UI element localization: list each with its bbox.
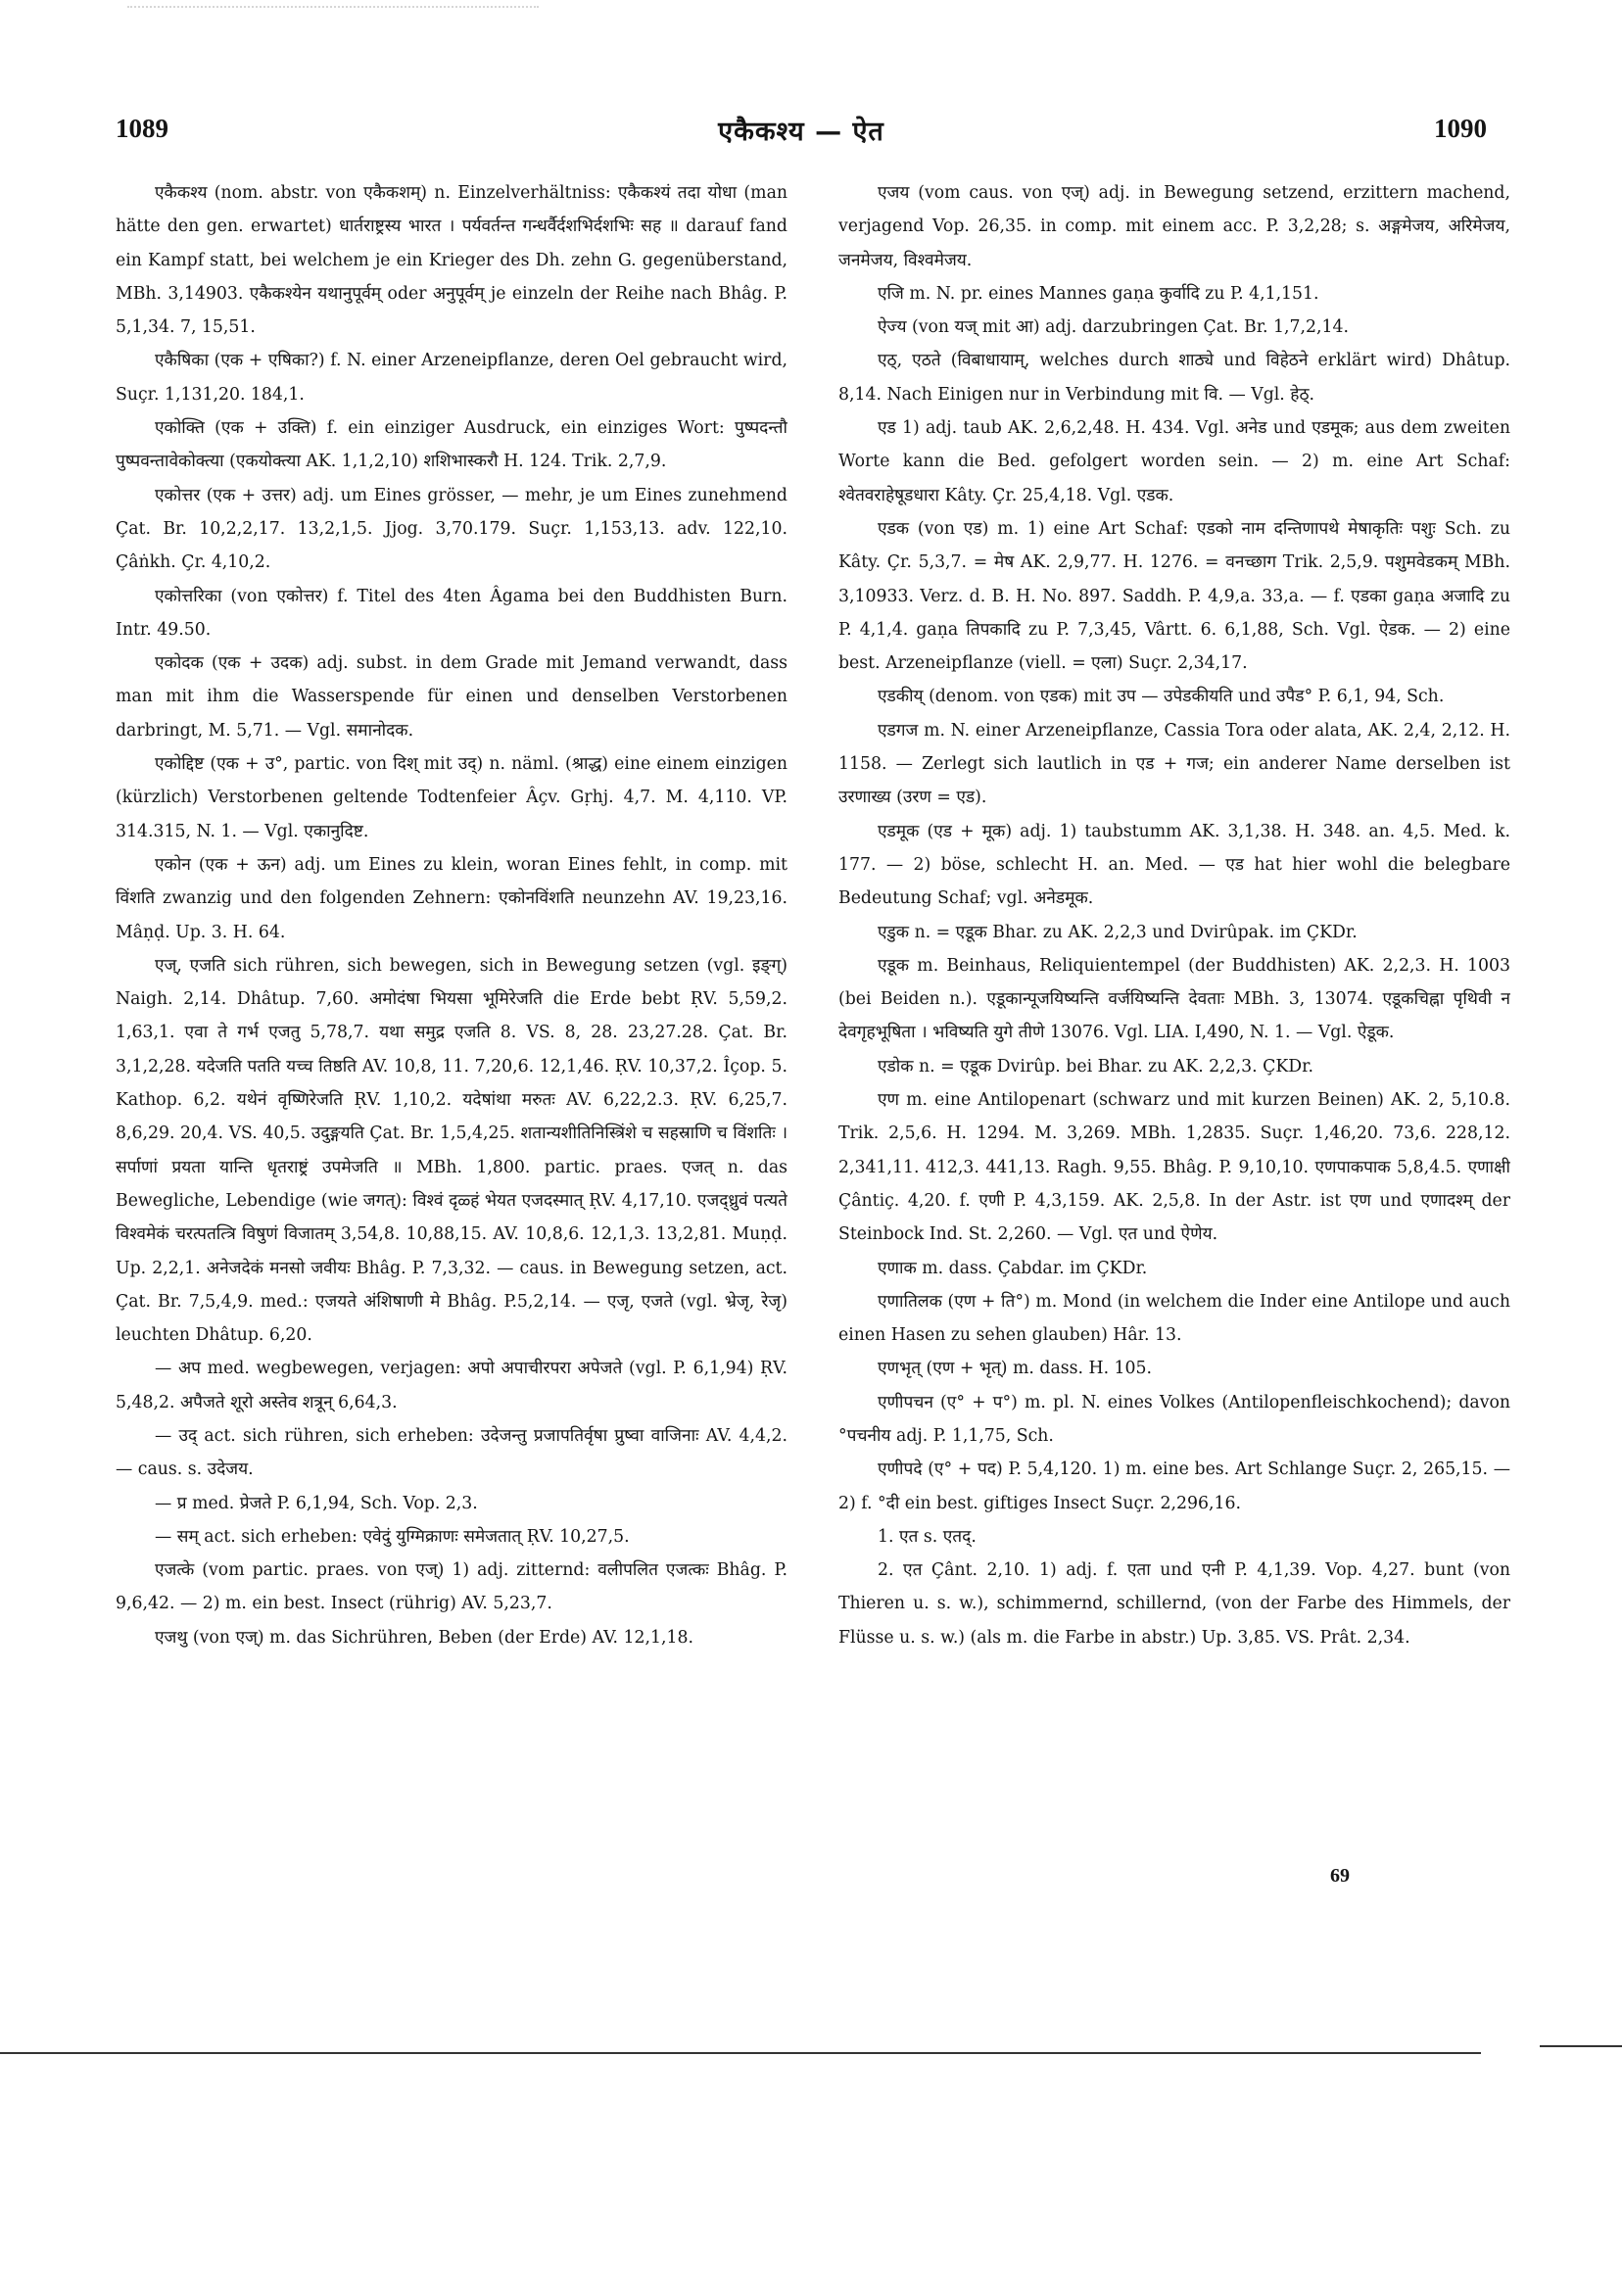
dictionary-entry: एकोन (एक + ऊन) adj. um Eines zu klein, woran Eines fehlt, in comp. mit विंशति zwanzig und den folgenden Zehnern: एकोनविंशति neunzehn AV. 19,23,16. Mâṇḍ. Up. 3. H. 64.	[116, 854, 787, 942]
page-number-right: 1090	[1434, 114, 1487, 143]
dictionary-entry: एकैकश्य (nom. abstr. von एकैकशम्) n. Einzelverhältniss: एकैकश्यं तदा योधा (man hätte den gen. erwartet) धार्तराष्ट्रस्य भारत । पर्यवर्तन्त गन्धर्वैर्दशभिर्दशभिः सह ॥ darauf fand ein Kampf statt, bei welchem je ein Krieger des Dh. zehn G. gegenüberstand, MBh. 3,14903. एकैकश्येन यथानुपूर्वम् oder अनुपूर्वम् je einzeln der Reihe nach Bhâg. P. 5,1,34. 7, 15,51.	[116, 183, 787, 338]
bottom-rule-fragment	[1540, 2045, 1622, 2047]
scan-artifact	[127, 6, 539, 14]
dictionary-entry: एजय (vom caus. von एज्) adj. in Bewegung setzend, erzittern machend, verjagend Vop. 26,35. in comp. mit einem acc. P. 3,2,28; s. अङ्गमेजय, अरिमेजय, जनमेजय, विश्वमेजय.	[838, 183, 1510, 270]
dictionary-entry: एकैषिका (एक + एषिका?) f. N. einer Arzeneipflanze, deren Oel gebraucht wird, Suçr. 1,131,20. 184,1.	[116, 351, 787, 405]
dictionary-entry: एडुक n. = एडूक Bhar. zu AK. 2,2,3 und Dvirûpak. im ÇKDr.	[878, 922, 1358, 942]
dictionary-entry: एजत्के (vom partic. praes. von एज्) 1) adj. zitternd: वलीपलित एजत्कः Bhâg. P. 9,6,42. — 2) m. ein best. Insect (rührig) AV. 5,23,7.	[116, 1560, 787, 1614]
dictionary-entry: — प्र med. प्रेजते P. 6,1,94, Sch. Vop. 2,3.	[155, 1493, 478, 1513]
dictionary-entry: एणीपचन (ए° + प°) m. pl. N. eines Volkes (Antilopenfleischkochend); davon °पचनीय adj. P. 1,1,75, Sch.	[838, 1392, 1510, 1446]
dictionary-entry: एणाक m. dass. Çabdar. im ÇKDr.	[878, 1258, 1148, 1278]
dictionary-entry: एणातिलक (एण + ति°) m. Mond (in welchem die Inder eine Antilope und auch einen Hasen zu sehen glauben) Hâr. 13.	[838, 1291, 1510, 1346]
dictionary-entry: एडगज m. N. einer Arzeneipflanze, Cassia Tora oder alata, AK. 2,4, 2,12. H. 1158. — Zerlegt sich lautlich in एड + गज; ein anderer Name derselben ist उरणाख्य (उरण = एड).	[838, 720, 1510, 808]
dictionary-entry: एज्, एजति sich rühren, sich bewegen, sich in Bewegung setzen (vgl. इङ्ग्) Naigh. 2,14. Dhâtup. 7,60. अमोदंषा भियसा भूमिरेजति die Erde bebt ṚV. 5,59,2. 1,63,1. एवा ते गर्भ एजतु 5,78,7. यथा समुद्र एजति 8. VS. 8, 28. 23,27.28. Çat. Br. 3,1,2,28. यदेजति पतति यच्च तिष्ठति AV. 10,8, 11. 7,20,6. 12,1,46. ṚV. 10,37,2. Îçop. 5. Kathop. 6,2. यथेनं वृष्णिरेजति ṚV. 1,10,2. यदेषांथा मरुतः AV. 6,22,2.3. ṚV. 6,25,7. 8,6,29. 20,4. VS. 40,5. उदुङ्गयति Çat. Br. 1,5,4,25. शतान्यशीतिनिस्त्रिंशे च सहस्राणि च विंशतिः । सर्पाणां प्रयता यान्ति धृतराष्ट्रं उपमेजति ॥ MBh. 1,800. partic. praes. एजत् n. das Bewegliche, Lebendige (wie जगत्): विश्वं दृळ्हं भेयत एजदस्मात् ṚV. 4,17,10. एजद्ध्रुवं पत्यते विश्वमेकं चरत्पतत्त्रि विषुणं विजातम् 3,54,8. 10,88,15. AV. 10,8,6. 12,1,3. 13,2,81. Muṇḍ. Up. 2,2,1. अनेजदेकं मनसो जवीयः Bhâg. P. 7,3,32. — caus. in Bewegung setzen, act. Çat. Br. 7,5,4,9. med.: एजयते अंशिषाणी मे Bhâg. P.5,2,14. — एजृ, एजते (vgl. भ्रेजृ, रेजृ) leuchten Dhâtup. 6,20.	[116, 955, 787, 1346]
signature-number: 69	[1330, 1865, 1350, 1887]
dictionary-entry: एडकीय् (denom. von एडक) mit उप — उपेडकीयति und उपैड° P. 6,1, 94, Sch.	[878, 687, 1445, 707]
dictionary-entry: एकोक्ति (एक + उक्ति) f. ein einziger Ausdruck, ein einziges Wort: पुष्पदन्तौ पुष्पवन्तावेकोक्त्या (एकयोक्त्या AK. 1,1,2,10) शशिभास्करौ H. 124. Trik. 2,7,9.	[116, 418, 787, 472]
dictionary-entry: एडमूक (एड + मूक) adj. 1) taubstumm AK. 3,1,38. H. 348. an. 4,5. Med. k. 177. — 2) böse, schlecht H. an. Med. — एड hat hier wohl die belegbare Bedeutung Schaf; vgl. अनेडमूक.	[838, 821, 1510, 909]
dictionary-entry: एडोक n. = एडूक Dvirûp. bei Bhar. zu AK. 2,2,3. ÇKDr.	[878, 1056, 1313, 1076]
dictionary-entry: एजथु (von एज्) m. das Sichrühren, Beben (der Erde) AV. 12,1,18.	[155, 1627, 694, 1648]
bottom-rule	[0, 2052, 1481, 2054]
left-column	[116, 176, 787, 1861]
dictionary-entry: एकोद्दिष्ट (एक + उ°, partic. von दिश् mit उद्) n. näml. (श्राद्ध) eine einem einzigen (kürzlich) Verstorbenen geltende Todtenfeier Âçv. Gṛhj. 4,7. M. 4,110. VP. 314.315, N. 1. — Vgl. एकानुदिष्ट.	[116, 754, 787, 841]
dictionary-entry: एडक (von एड) m. 1) eine Art Schaf: एडको नाम दन्तिणापथे मेषाकृतिः पशुः Sch. zu Kâty. Çr. 5,3,7. = मेष AK. 2,9,77. H. 1276. = वनच्छाग Trik. 2,5,9. पशुमवेडकम् MBh. 3,10933. Verz. d. B. H. No. 897. Saddh. P. 4,9,a. 33,a. — f. एडका gaṇa अजादि zu P. 4,1,4. gaṇa तिपकादि zu P. 7,3,45, Vârtt. 6. 6,1,88, Sch. Vgl. ऐडक. — 2) eine best. Arzeneipflanze (viell. = एला) Suçr. 2,34,17.	[838, 518, 1510, 674]
dictionary-entry: 2. एत Çânt. 2,10. 1) adj. f. एता und एनी P. 4,1,39. Vop. 4,27. bunt (von Thieren u. s. w.), schimmernd, schillernd, (von der Farbe des Himmels, der Flüsse u. s. w.) (als m. die Farbe in abstr.) Up. 3,85. VS. Prât. 2,34.	[838, 1560, 1510, 1648]
dictionary-entry: — उद् act. sich rühren, sich erheben: उदेजन्तु प्रजापतिर्वृषा प्रुष्वा वाजिनाः AV. 4,4,2. — caus. s. उदेजय.	[116, 1425, 787, 1480]
dictionary-entry: एजि m. N. pr. eines Mannes gaṇa कुर्वादि zu P. 4,1,151.	[878, 283, 1319, 304]
dictionary-entry: ऐज्य (von यज् mit आ) adj. darzubringen Çat. Br. 1,7,2,14.	[878, 317, 1349, 338]
dictionary-entry: एठ्, एठते (विबाधायाम्, welches durch शाठ्ये und विहेठने erklärt wird) Dhâtup. 8,14. Nach Einigen nur in Verbindung mit वि. — Vgl. हेठ्.	[838, 351, 1510, 405]
dictionary-entry: एड 1) adj. taub AK. 2,6,2,48. H. 434. Vgl. अनेड und एडमूक; aus dem zweiten Worte kann die Bed. gefolgert worden sein. — 2) m. eine Art Schaf: श्वेतवराहेषूडधारा Kâty. Çr. 25,4,18. Vgl. एडक.	[838, 418, 1510, 505]
page-header	[116, 114, 1487, 153]
page-number-left: 1089	[116, 114, 168, 143]
dictionary-entry: एकोत्तरिका (von एकोत्तर) f. Titel des 4ten Âgama bei den Buddhisten Burn. Intr. 49.50.	[116, 586, 787, 640]
dictionary-entry: — अप med. wegbewegen, verjagen: अपो अपाचीरपरा अपेजते (vgl. P. 6,1,94) ṚV. 5,48,2. अपैजते शूरो अस्तेव शत्रून् 6,64,3.	[116, 1359, 787, 1412]
dictionary-entry: एडूक m. Beinhaus, Reliquientempel (der Buddhisten) AK. 2,2,3. H. 1003 (bei Beiden n.). एडूकान्पूजयिष्यन्ति वर्जयिष्यन्ति देवताः MBh. 3, 13074. एडूकचिह्ना पृथिवी न देवगृहभूषिता । भविष्यति युगे तीणे 13076. Vgl. LIA. I,490, N. 1. — Vgl. ऐडूक.	[838, 955, 1510, 1043]
dictionary-entry: एणभृत् (एण + भृत्) m. dass. H. 105.	[878, 1359, 1153, 1379]
dictionary-entry: एकोदक (एक + उदक) adj. subst. in dem Grade mit Jemand verwandt, dass man mit ihm die Wasserspende für einen und denselben Verstorbenen darbringt, M. 5,71. — Vgl. समानोदक.	[116, 653, 787, 741]
right-column	[838, 176, 1510, 1861]
dictionary-entry: 1. एत s. एतद्.	[878, 1526, 977, 1547]
dictionary-entry: एणीपदे (ए° + पद) P. 5,4,120. 1) m. eine bes. Art Schlange Suçr. 2, 265,15. — 2) f. °दी ein best. giftiges Insect Suçr. 2,296,16.	[838, 1459, 1510, 1513]
dictionary-entry: एकोत्तर (एक + उत्तर) adj. um Eines grösser, — mehr, je um Eines zunehmend Çat. Br. 10,2,2,17. 13,2,1,5. Jjog. 3,70.179. Suçr. 1,153,13. adv. 122,10. Çâṅkh. Çr. 4,10,2.	[116, 485, 787, 573]
dictionary-entry: एण m. eine Antilopenart (schwarz und mit kurzen Beinen) AK. 2, 5,10.8. Trik. 2,5,6. H. 1294. M. 3,269. MBh. 1,2835. Suçr. 1,46,20. 73,6. 228,12. 2,341,11. 412,3. 441,13. Ragh. 9,55. Bhâg. P. 9,10,10. एणपाकपाक 5,8,4.5. एणाक्षी Çântiç. 4,20. f. एणी P. 4,3,159. AK. 2,5,8. In der Astr. ist एण und एणादश्म् der Steinbock Ind. St. 2,260. — Vgl. एत und ऐणेय.	[838, 1090, 1510, 1245]
dictionary-entry: — सम् act. sich erheben: एवेदुं युग्मिक्राणः समेजतात् ṚV. 10,27,5.	[155, 1526, 630, 1547]
running-head: एकैकश्य — ऐत	[718, 117, 884, 147]
